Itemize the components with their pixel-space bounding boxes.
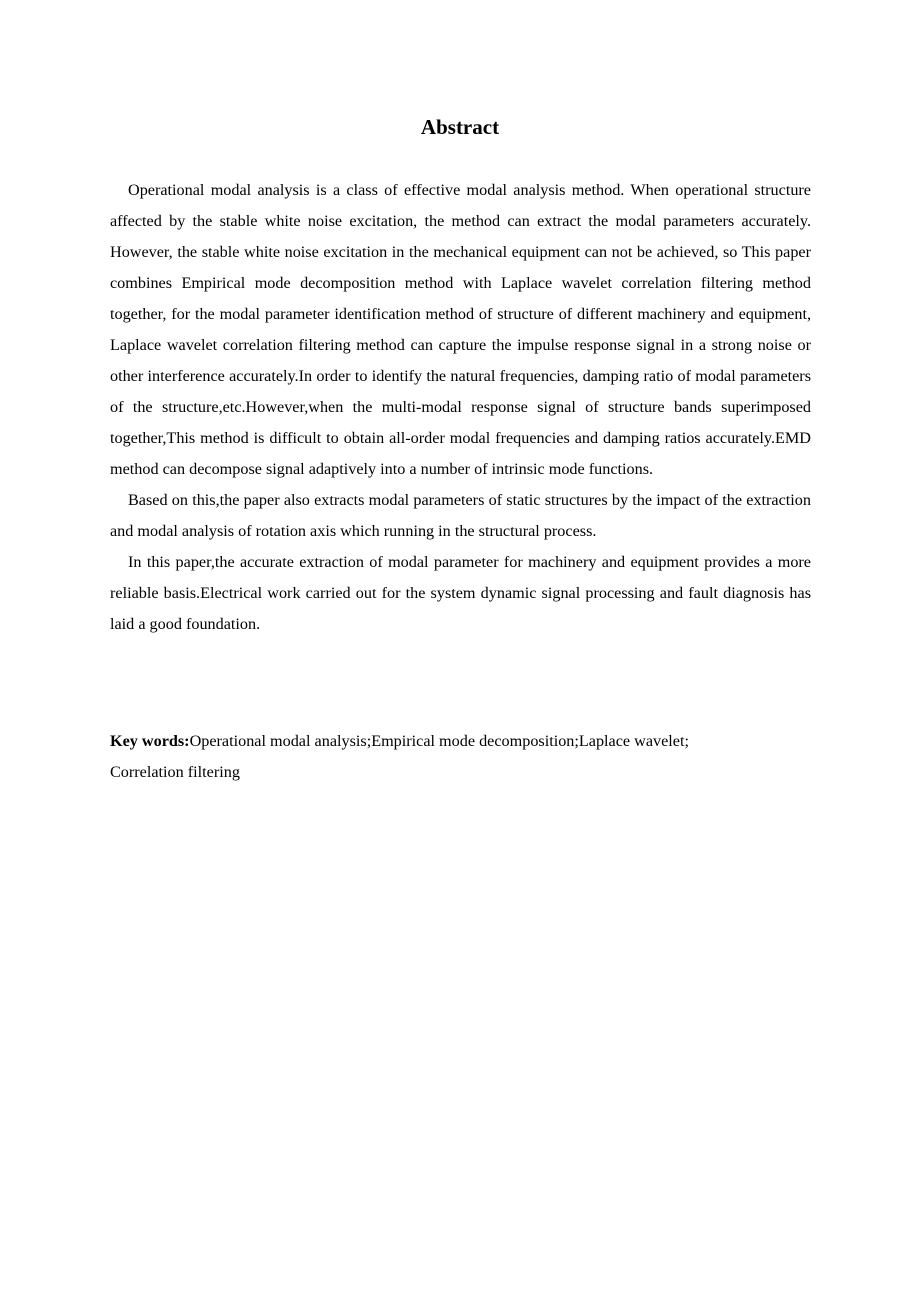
- keywords-text-2: Correlation filtering: [110, 763, 240, 781]
- abstract-paragraph-3: In this paper,the accurate extraction of modal parameter for machinery and equipment provides a more reliable basis.Electrical work carried out for the system dynamic signal processing and fault diagnosis has laid a good foundation.: [110, 553, 811, 633]
- keywords-line-2: [110, 757, 811, 788]
- abstract-body: [110, 175, 811, 640]
- keywords-label: Key words:: [110, 732, 190, 750]
- abstract-paragraph-1: Operational modal analysis is a class of effective modal analysis method. When operational structure affected by the stable white noise excitation, the method can extract the modal parameters accurately. However, the stable white noise excitation in the mechanical equipment can not be achieved, so This paper combines Empirical mode decomposition method with Laplace wavelet correlation filtering method together, for the modal parameter identification method of structure of different machinery and equipment, Laplace wavelet correlation filtering method can capture the impulse response signal in a strong noise or other interference accurately.In order to identify the natural frequencies, damping ratio of modal parameters of the structure,etc.However,when the multi-modal response signal of structure bands superimposed together,This method is difficult to obtain all-order modal frequencies and damping ratios accurately.EMD method can decompose signal adaptively into a number of intrinsic mode functions.: [110, 181, 811, 478]
- keywords-block: [110, 726, 811, 788]
- keywords-text-1: Operational modal analysis;Empirical mode decomposition;Laplace wavelet;: [189, 732, 689, 750]
- keywords-line-1: [110, 726, 811, 757]
- abstract-paragraph-2: Based on this,the paper also extracts modal parameters of static structures by the impact of the extraction and modal analysis of rotation axis which running in the structural process.: [110, 491, 811, 540]
- abstract-title: Abstract: [420, 115, 500, 139]
